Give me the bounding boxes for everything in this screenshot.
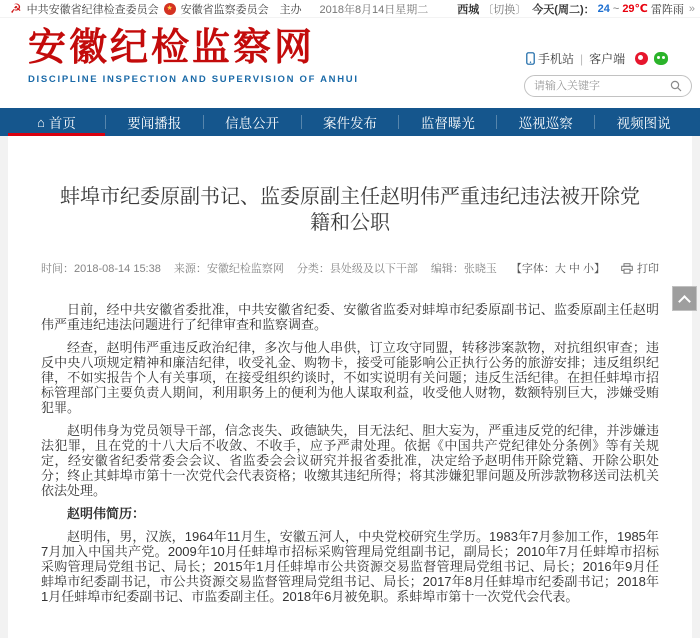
nav-item-news[interactable] xyxy=(106,108,203,136)
client-label: 客户端 xyxy=(589,52,626,66)
main-nav xyxy=(0,108,700,136)
city-switch-link[interactable]: 〔切换〕 xyxy=(482,3,527,16)
nav-item-home[interactable] xyxy=(8,108,105,136)
article-meta xyxy=(41,260,659,276)
article-title: 蚌埠市纪委原副书记、监委原副主任赵明伟严重违纪违法被开除党籍和公职 xyxy=(60,186,640,234)
search-icon[interactable] xyxy=(670,80,682,92)
date-label: 2018年8月14日星期二 xyxy=(319,3,429,16)
mobile-site-link[interactable] xyxy=(526,50,574,67)
resume-paragraph: 赵明伟，男，汉族，1964年11月生，安徽五河人，中央党校研究生学历。1983年7月参加工作，1985年7月加入中国共产党。2009年10月任蚌埠市招标采购管理局党组副书记，副局长；2010年7月任蚌埠市招标采购管理局党组书记、局长；2015年1月任蚌埠市公共资源交易监督管理局党组书记、局长；2016年9月任蚌埠市纪委副书记，市公共资源交易监督管理局党组书记、局长；2017年8月任蚌埠市纪委副书记；2018年1月任蚌埠市纪委副书记、市监委副主任。2018年6月被免职。系蚌埠市第十一次党代会代表。 xyxy=(41,529,659,604)
chevron-up-icon xyxy=(678,295,691,308)
nav-item-label: 视频图说 xyxy=(616,116,671,131)
site-header xyxy=(0,18,700,108)
meta-category: 分类：县处级及以下干部 xyxy=(296,263,418,275)
top-info-bar xyxy=(0,0,700,18)
print-button[interactable] xyxy=(621,260,659,276)
nav-item-case-release[interactable] xyxy=(302,108,399,136)
temp-high: 29℃ xyxy=(622,3,648,15)
home-icon: ⌂ xyxy=(37,114,45,130)
temp-range-sep: ~ xyxy=(612,2,620,15)
print-label: 打印 xyxy=(637,263,659,275)
phone-icon xyxy=(526,52,535,65)
article-meta-left xyxy=(41,260,497,276)
meta-time: 时间：2018-08-14 15:38 xyxy=(41,263,161,275)
printer-icon xyxy=(621,263,633,274)
article-meta-right xyxy=(511,260,659,276)
nav-item-label: 案件发布 xyxy=(323,116,377,131)
nav-item-inspection[interactable] xyxy=(497,108,594,136)
weibo-icon[interactable] xyxy=(635,52,648,65)
site-subtitle: DISCIPLINE INSPECTION AND SUPERVISION OF ANHUI xyxy=(28,73,359,85)
nav-item-label: 巡视巡察 xyxy=(518,116,573,131)
link-divider: | xyxy=(580,51,584,66)
content-card xyxy=(8,136,692,638)
scroll-top-button[interactable] xyxy=(672,286,697,311)
article-paragraph: 经查，赵明伟严重违反政治纪律，多次与他人串供，订立攻守同盟，转移涉案款物，对抗组织审查；违反中央八项规定精神和廉洁纪律，收受礼金、购物卡，接受可能影响公正执行公务的旅游安排；违反组织纪律，不如实报告个人有关事项，在接受组织约谈时，不如实说明有关问题；违反生活纪律。在担任蚌埠市招标管理部门主要负责人期间，利用职务上的便利为他人谋取利益，收受他人财物，数额特别巨大，涉嫌受贿犯罪。 xyxy=(41,340,659,415)
date-weather-bar xyxy=(319,1,695,17)
font-size-control[interactable]: 【字体：大 中 小】 xyxy=(510,263,605,275)
temp-low: 24 xyxy=(597,2,610,15)
article-paragraph: 日前，经中共安徽省委批准，中共安徽省纪委、安徽省监委对蚌埠市纪委原副书记、监委原副主任赵明伟严重违纪违法问题进行了纪律审查和监察调查。 xyxy=(41,302,659,332)
article-body xyxy=(41,302,659,604)
resume-heading: 赵明伟简历： xyxy=(67,506,146,521)
site-logo[interactable] xyxy=(28,25,359,85)
header-tools xyxy=(524,50,692,97)
wechat-icon[interactable] xyxy=(654,52,668,65)
search-box xyxy=(524,75,692,97)
city-link[interactable]: 西城 xyxy=(457,3,480,16)
nav-item-label: 监督曝光 xyxy=(420,116,475,131)
nav-item-video[interactable] xyxy=(595,108,692,136)
host-orgs xyxy=(10,1,302,17)
sns-links xyxy=(635,52,668,65)
nav-item-label: 要闻播报 xyxy=(127,116,182,131)
meta-source: 来源：安徽纪检监察网 xyxy=(173,263,284,275)
national-emblem-icon: ★ xyxy=(164,3,176,15)
mobile-site-label: 手机站 xyxy=(538,52,575,66)
party-emblem-icon: ☭ xyxy=(10,1,22,16)
weather-label: 雷阵雨 xyxy=(650,3,684,16)
meta-editor: 编辑：张晓玉 xyxy=(430,263,497,275)
search-input[interactable] xyxy=(534,80,670,92)
nav-item-info-disclosure[interactable] xyxy=(204,108,301,136)
today-label: 今天(周二)： xyxy=(532,3,595,16)
nav-item-label: 首页 xyxy=(48,116,76,131)
nav-item-label: 信息公开 xyxy=(225,116,280,131)
org1-label: 中共安徽省纪律检查委员会 xyxy=(26,3,159,16)
nav-item-supervision[interactable] xyxy=(399,108,496,136)
weather-more-arrow[interactable]: » xyxy=(688,2,695,15)
client-link[interactable] xyxy=(589,50,625,67)
site-title: 安徽纪检监察网 xyxy=(28,27,316,69)
org2-label: 安徽省监察委员会 xyxy=(180,3,269,16)
host-label: 主办 xyxy=(279,3,302,16)
article-paragraph: 赵明伟身为党员领导干部，信念丧失、政德缺失，目无法纪、胆大妄为，严重违反党的纪律，并涉嫌违法犯罪，且在党的十八大后不收敛、不收手，应予严肃处理。依据《中国共产党纪律处分条例》等有关规定，经安徽省纪委常委会会议、省监委会会议研究并报省委批准，决定给予赵明伟开除党籍、开除公职处分；终止其蚌埠市第十一次党代会代表资格；收缴其违纪所得；将其涉嫌犯罪问题及所涉款物移送司法机关依法处理。 xyxy=(41,423,659,498)
quick-links xyxy=(524,50,692,67)
